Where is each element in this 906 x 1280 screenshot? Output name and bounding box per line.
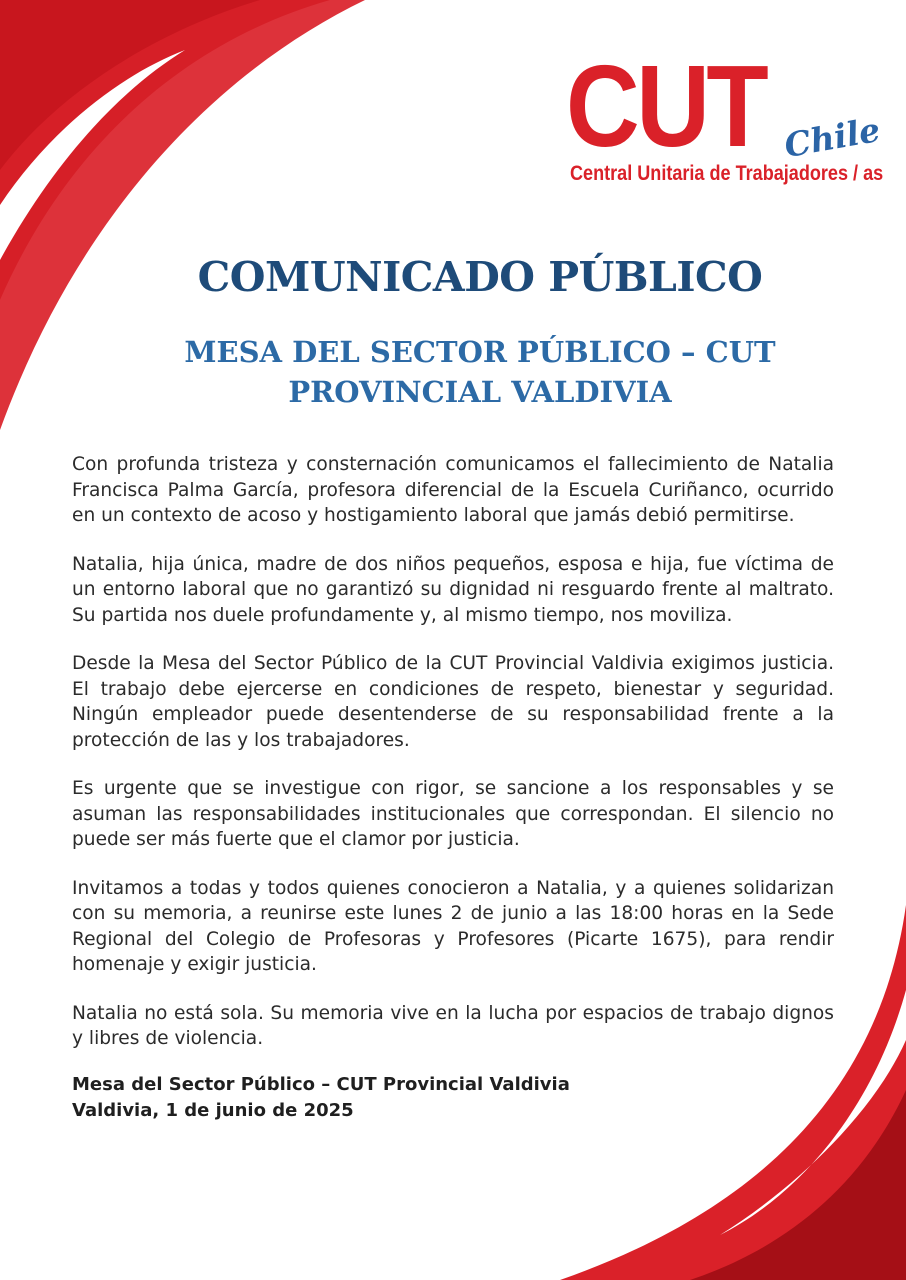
paragraph: Invitamos a todas y todos quienes conocieron a Natalia, y a quienes solidarizan con su memoria, a reunirse este lunes 2 de junio a las 18:00 horas en la Sede Regional del Colegio de Profesoras y Profesores (Picarte 1675), para rendir homenaje y exigir justicia. — [72, 877, 834, 975]
paragraph: Desde la Mesa del Sector Público de la CUT Provincial Valdivia exigimos justicia. El trabajo debe ejercerse en condiciones de respeto, bienestar y seguridad. Ningún empleador puede desentenderse de su responsabilidad frente a la protección de las y los trabajadores. — [72, 653, 834, 751]
page-title: COMUNICADO PÚBLICO — [197, 253, 763, 301]
logo-org-name: Central Unitaria de Trabajadores / as — [570, 162, 884, 185]
paragraph: Natalia no está sola. Su memoria vive en la lucha por espacios de trabajo dignos y libres de violencia. — [72, 1002, 834, 1049]
paragraph: Natalia, hija única, madre de dos niños pequeños, esposa e hija, fue víctima de un entorno laboral que no garantizó su dignidad ni resguardo frente al maltrato. Su partida nos duele profundamente y, al mismo tiempo, nos moviliza. — [72, 553, 834, 626]
logo-chile-script: Chile — [781, 109, 883, 166]
subtitle-line-1: MESA DEL SECTOR PÚBLICO – CUT — [184, 335, 776, 369]
subtitle-line-2: PROVINCIAL VALDIVIA — [288, 375, 672, 409]
signature-date: Valdivia, 1 de junio de 2025 — [72, 1099, 354, 1121]
logo-cut-wordmark: CUT — [566, 41, 766, 171]
paragraph: Con profunda tristeza y consternación comunicamos el fallecimiento de Natalia Francisca Palma García, profesora diferencial de la Escuela Curiñanco, ocurrido en un contexto de acoso y hostigamiento laboral que jamás debió permitirse. — [72, 454, 834, 526]
signature-block — [72, 1072, 834, 1124]
page-subtitle — [150, 332, 810, 412]
paragraph: Es urgente que se investigue con rigor, se sancione a los responsables y se asuman las responsabilidades institucionales que correspondan. El silencio no puede ser más fuerte que el clamor por justicia. — [72, 778, 834, 850]
signature-org: Mesa del Sector Público – CUT Provincial Valdivia — [72, 1073, 570, 1095]
cut-chile-logo — [566, 41, 884, 188]
statement-body — [72, 452, 834, 1124]
